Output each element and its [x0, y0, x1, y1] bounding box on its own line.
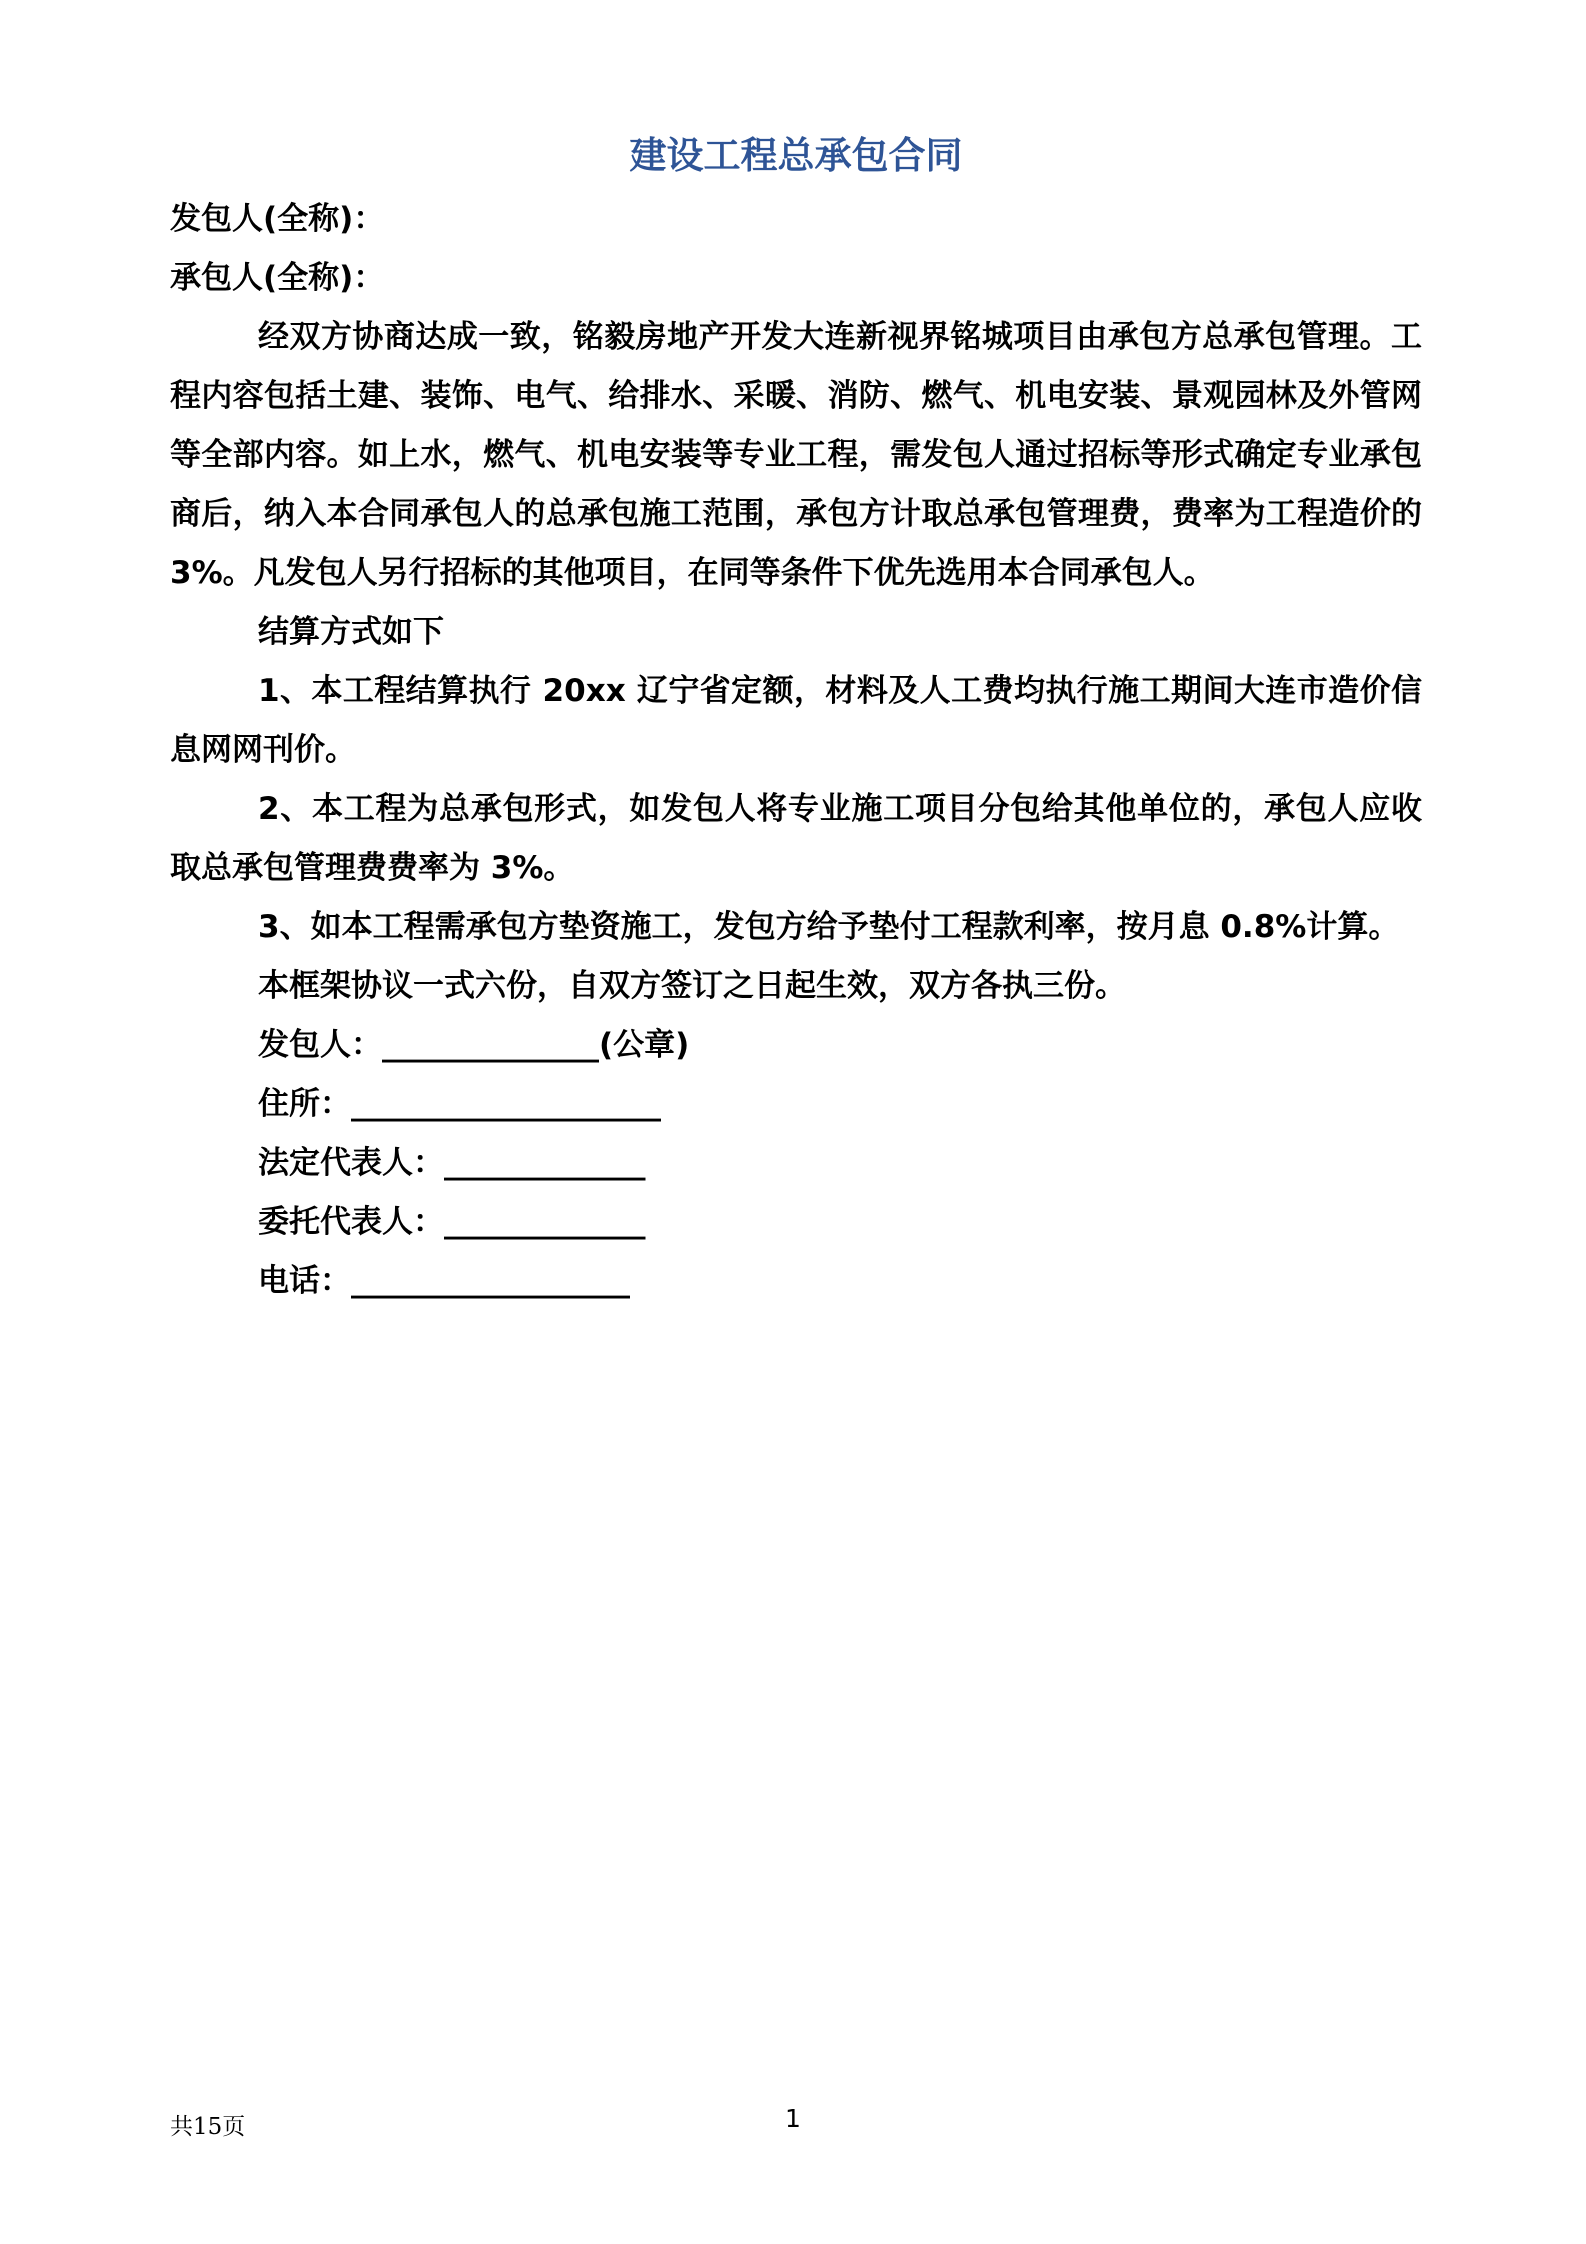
paragraph-item-1: 1、本工程结算执行 20xx 辽宁省定额，材料及人工费均执行施工期间大连市造价信息网网刊价。 — [170, 673, 1422, 768]
paragraph-copies: 本框架协议一式六份，自双方签订之日起生效，双方各执三份。 — [258, 968, 1126, 1004]
paragraph-contractor-label: 承包人(全称)： — [170, 260, 385, 296]
signature-line-phone: 电话：__________________ — [258, 1263, 630, 1299]
page-number: 1 — [785, 2104, 801, 2133]
paragraph-owner-label: 发包人(全称)： — [170, 201, 385, 237]
paragraph-item-3: 3、如本工程需承包方垫资施工，发包方给予垫付工程款利率，按月息 0.8%计算。 — [258, 909, 1400, 945]
paragraph-intro: 经双方协商达成一致，铭毅房地产开发大连新视界铭城项目由承包方总承包管理。工程内容包括土建、装饰、电气、给排水、采暖、消防、燃气、机电安装、景观园林及外管网等全部内容。如上水，燃气、机电安装等专业工程，需发包人通过招标等形式确定专业承包商后，纳入本合同承包人的总承包施工范围，承包方计取总承包管理费，费率为工程造价的 3%。凡发包人另行招标的其他项目，在同等条件下优先选用本合同承包人。 — [170, 319, 1422, 591]
signature-line-address: 住所：____________________ — [258, 1086, 661, 1122]
signature-line-entrusted-representative: 委托代表人：_____________ — [258, 1204, 646, 1240]
document-title: 建设工程总承包合同 — [629, 134, 963, 177]
paragraph-item-2: 2、本工程为总承包形式，如发包人将专业施工项目分包给其他单位的，承包人应收取总承包管理费费率为 3%。 — [170, 791, 1422, 886]
signature-line-owner: 发包人：______________(公章) — [258, 1027, 690, 1063]
document-content — [170, 126, 1422, 1311]
page-footer — [0, 2104, 1586, 2144]
total-pages-label: 共15页 — [170, 2114, 246, 2140]
signature-line-legal-representative: 法定代表人：_____________ — [258, 1145, 646, 1181]
paragraph-settlement-heading: 结算方式如下 — [258, 614, 444, 650]
